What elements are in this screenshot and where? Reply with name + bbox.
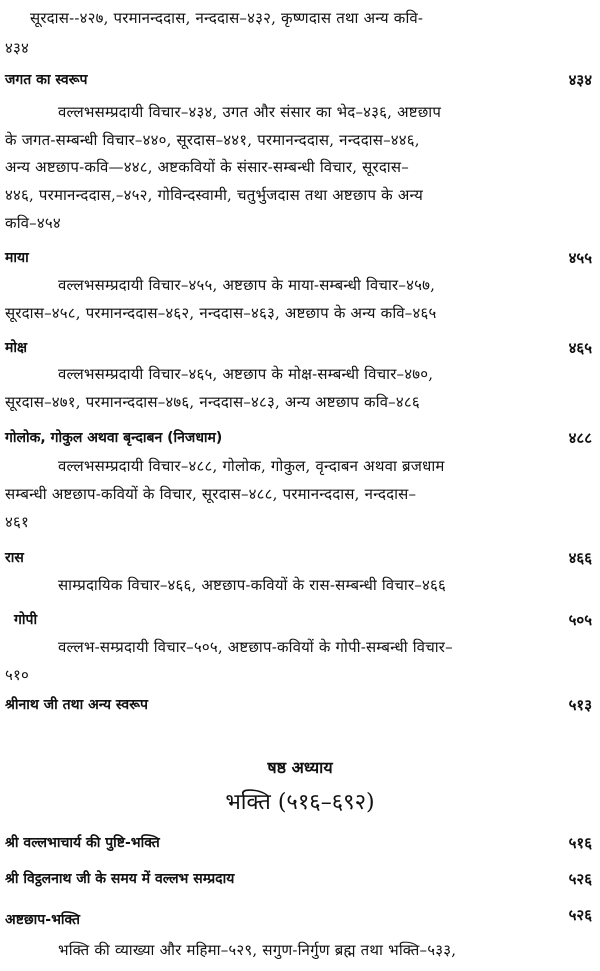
chapter-entry-page: ५२६ <box>568 870 592 888</box>
section-line: अन्य अष्टछाप-कवि—४४८, अष्टकवियों के संसार-सम्बन्धी विचार, सूरदास– <box>5 158 409 176</box>
section-page-jagat: ४३४ <box>568 71 592 89</box>
chapter-entry-page: ५१६ <box>568 834 592 852</box>
section-page-golok: ४८८ <box>568 429 592 447</box>
section-heading-maya: माया <box>5 250 29 266</box>
section-heading-moksha: मोक्ष <box>5 340 28 356</box>
section-page-shrinath: ५१३ <box>568 696 592 714</box>
section-line: वल्लभसम्प्रदायी विचार–४३४, उगत और संसार का भेद–४३६, अष्टछाप <box>58 103 442 121</box>
chapter-entry-page: ५२६ <box>568 906 592 924</box>
chapter-label: षष्ठ अध्याय <box>267 758 333 777</box>
final-line: भक्ति की व्याख्या और महिमा–५२९, सगुण-निर्गुण ब्रह्म तथा भक्ति–५३३, <box>58 941 457 959</box>
section-page-raas: ४६६ <box>568 549 592 567</box>
section-heading-golok: गोलोक, गोकुल अथवा बृन्दाबन (निजधाम) <box>5 430 223 446</box>
section-line: वल्लभसम्प्रदायी विचार–४६५, अष्टछाप के मोक्ष-सम्बन्धी विचार–४७०, <box>58 365 434 383</box>
section-line: सूरदास–४५८, परमानन्ददास–४६२, नन्ददास–४६३, अष्टछाप के अन्य कवि–४६५ <box>5 304 437 322</box>
section-page-gopi: ५०५ <box>568 611 592 629</box>
chapter-entry-heading: श्री वल्लभाचार्य की पुष्टि-भक्ति <box>5 835 160 851</box>
section-line: सूरदास–४७१, परमानन्ददास–४७६, नन्ददास–४८३, अन्य अष्टछाप कवि–४८६ <box>5 393 420 411</box>
chapter-title: भक्ति (५१६–६९२) <box>225 790 375 815</box>
section-line: ४४६, परमानन्ददास,–४५२, गोविन्दस्वामी, चतुर्भुजदास तथा अष्टछाप के अन्य <box>5 186 424 204</box>
chapter-entry-heading: अष्टछाप-भक्ति <box>5 912 81 928</box>
section-line: कवि–४५४ <box>5 214 61 232</box>
continuation-line-2: ४३४ <box>5 39 30 57</box>
section-line: ५१० <box>5 666 30 684</box>
section-page-maya: ४५५ <box>568 249 592 267</box>
section-line: वल्लभ-सम्प्रदायी विचार–५०५, अष्टछाप-कवियों के गोपी-सम्बन्धी विचार– <box>58 638 453 656</box>
section-heading-jagat: जगत का स्वरूप <box>5 72 88 88</box>
section-line: सम्बन्धी अष्टछाप-कवियों के विचार, सूरदास–४८८, परमानन्ददास, नन्ददास– <box>5 485 417 503</box>
section-line: के जगत-सम्बन्धी विचार–४४०, सूरदास–४४१, परमानन्ददास, नन्ददास–४४६, <box>5 131 420 149</box>
section-line: वल्लभसम्प्रदायी विचार–४८८, गोलोक, गोकुल, वृन्दाबन अथवा ब्रजधाम <box>58 457 445 475</box>
chapter-entry-heading: श्री विट्ठलनाथ जी के समय में वल्लभ सम्प्रदाय <box>5 871 235 887</box>
section-line: ४६१ <box>5 513 30 531</box>
section-heading-gopi: गोपी <box>14 612 38 628</box>
continuation-line-1: सूरदास--४२७, परमानन्ददास, नन्ददास–४३२, कृष्णदास तथा अन्य कवि- <box>30 9 424 27</box>
section-line: साम्प्रदायिक विचार–४६६, अष्टछाप-कवियों के रास-सम्बन्धी विचार–४६६ <box>58 576 446 594</box>
section-line: वल्लभसम्प्रदायी विचार–४५५, अष्टछाप के माया-सम्बन्धी विचार–४५७, <box>58 276 436 294</box>
section-page-moksha: ४६५ <box>568 339 592 357</box>
section-heading-raas: रास <box>5 550 24 566</box>
section-heading-shrinath: श्रीनाथ जी तथा अन्य स्वरूप <box>5 697 148 713</box>
